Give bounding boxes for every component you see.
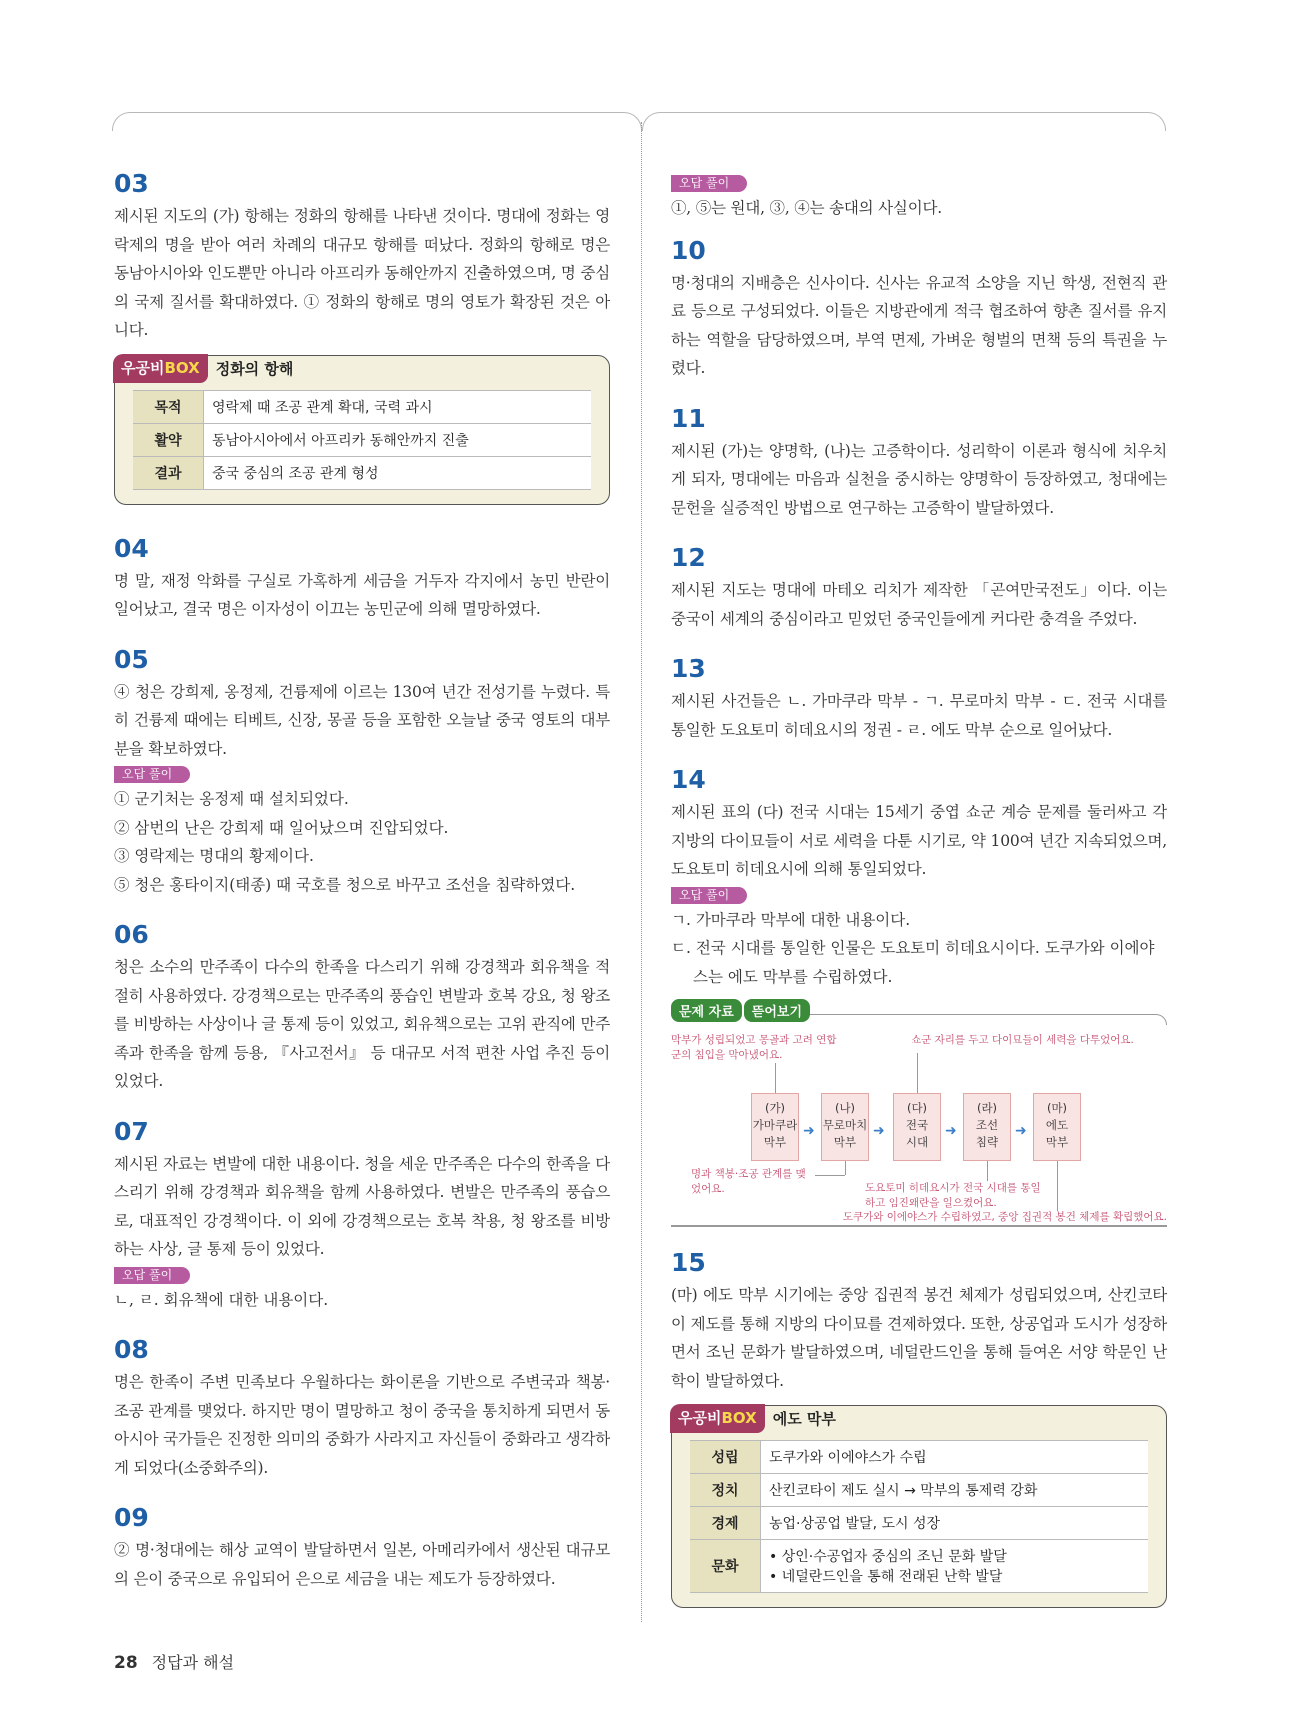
box-table [690,1440,1148,1593]
section-08 [114,1336,610,1482]
stage-key: (나) [834,1101,856,1115]
table-row [690,1441,1148,1474]
section-11 [671,405,1167,523]
column-divider [641,122,642,1622]
section-number: 03 [114,169,149,198]
row-value: 동남아시아에서 아프리카 동해안까지 진출 [204,423,592,456]
section-number: 12 [671,543,706,572]
connector-line [987,1161,988,1181]
stage-line1: 가마쿠라 [752,1118,798,1132]
panel-top-line [801,1014,1167,1025]
section-text: 명·청대의 지배층은 신사이다. 신사는 유교적 소양을 지닌 학생, 전현직 관료 등으로 구성되었다. 이들은 지방관에게 적극 협조하여 향촌 질서를 유지하는 역할을 담당하였으며, 부역 면제, 가벼운 형벌의 면책 등의 특권을 누렸다. [671,273,1167,377]
note-joseon-invasion: 도요토미 히데요시가 전국 시대를 통일하고 임진왜란을 일으켰어요. [865,1182,1041,1209]
wrong-answer-list [114,1286,610,1315]
stage-line1: 전국 [905,1118,929,1132]
row-header: 활약 [133,423,204,456]
section-04 [114,535,610,624]
timeline-diagram [671,1025,1167,1227]
section-07 [114,1118,610,1315]
section-number: 15 [671,1248,706,1277]
row-value: 농업·상공업 발달, 도시 성장 [761,1507,1149,1540]
arrow-right-icon: ➜ [945,1123,957,1139]
label-part-1: 문제 자료 [671,999,742,1022]
row-value-line: • 네덜란드인을 통해 전래된 난학 발달 [769,1569,1003,1585]
section-number: 07 [114,1116,149,1146]
stage-line1: 무로마치 [822,1118,868,1132]
section-12 [671,544,1167,633]
row-header: 목적 [133,390,204,423]
arrow-right-icon: ➜ [873,1123,885,1139]
stage-joseon-invasion [963,1093,1011,1161]
section-number: 05 [114,644,149,674]
row-header: 결과 [133,456,204,489]
wrong-answer-badge: 오답 풀이 [671,175,747,192]
section-text: 명 말, 재정 악화를 구실로 가혹하게 세금을 거두자 각지에서 농민 반란이 일어났고, 결국 명은 이자성이 이끄는 농민군에 의해 멸망하였다. [114,571,610,618]
connector-line [1057,1161,1058,1211]
section-05 [114,646,610,900]
wrong-answer-list [114,785,610,899]
wrong-answer-list [671,906,1167,992]
box-tag [113,354,208,383]
table-row [133,423,591,456]
note-sengoku: 쇼군 자리를 두고 다이묘들이 세력을 다투었어요. [911,1034,1134,1046]
section-text: 청은 소수의 만주족이 다수의 한족을 다스리기 위해 강경책과 회유책을 적절히 사용하였다. 강경책으로는 만주족의 풍습인 변발과 호복 강요, 청 왕조를 비방하는 사상이나 글 통제 등이 있었고, 회유책으로는 고위 관직에 만주족과 한족을 함께 등용, 『사고전서』 등 대규모 서적 편찬 사업 추진 등이 있었다. [114,958,610,1090]
stage-kamakura [751,1093,799,1161]
section-03 [114,170,610,505]
list-item: ㄱ. 가마쿠라 막부에 대한 내용이다. [671,910,911,929]
section-text: ④ 청은 강희제, 옹정제, 건륭제에 이르는 130여 년간 전성기를 누렸다. 특히 건륭제 때에는 티베트, 신장, 몽골 등을 포함한 오늘날 중국 영토의 대부분을 확보하였다. [114,682,610,758]
section-text: 명은 한족이 주변 민족보다 우월하다는 화이론을 기반으로 주변국과 책봉·조공 관계를 맺었다. 하지만 명이 멸망하고 청이 중국을 통치하게 되면서 동아시아 국가들은 진정한 의미의 중화가 사라지고 자신들이 중화라고 생각하게 되었다(소중화주의). [114,1373,610,1477]
connector-line [917,1053,918,1093]
box-tag-text: 우공비 [121,358,165,377]
connector-line [845,1161,846,1175]
section-number: 10 [671,235,706,265]
stage-line2: 막부 [833,1135,857,1149]
section-number: 13 [671,654,706,683]
section-number: 06 [114,920,149,949]
stage-sengoku [893,1093,941,1161]
section-number: 11 [671,403,706,433]
footer-label: 정답과 해설 [151,1653,235,1672]
row-value: 영락제 때 조공 관계 확대, 국력 과시 [204,390,592,423]
row-header: 경제 [690,1507,761,1540]
section-number: 08 [114,1335,149,1364]
table-row [690,1507,1148,1540]
section-text: 제시된 표의 (다) 전국 시대는 15세기 중엽 쇼군 계승 문제를 둘러싸고 각 지방의 다이묘들이 서로 세력을 다툰 시기로, 약 100여 년간 지속되었으며, 도요토미 히데요시에 의해 통일되었다. [671,803,1167,878]
list-item: ㄷ. 전국 시대를 통일한 인물은 도요토미 히데요시이다. 도쿠가와 이에야스는 에도 막부를 수립하였다. [671,939,1155,986]
table-row [133,456,591,489]
section-06 [114,921,610,1096]
box-tag-em: BOX [721,1409,757,1427]
page-footer [114,1650,234,1673]
stage-key: (가) [764,1101,786,1115]
box-table [133,390,591,490]
box-tag-text: 우공비 [678,1409,722,1427]
row-value [761,1540,1149,1593]
stage-key: (다) [906,1101,928,1115]
box-label [113,354,301,383]
list-item: ⑤ 청은 홍타이지(태종) 때 국호를 청으로 바꾸고 조선을 침략하였다. [114,875,576,894]
right-column [671,172,1167,1630]
connector-line [815,1175,845,1176]
table-row [690,1474,1148,1507]
section-number: 09 [114,1503,149,1532]
stage-line1: 에도 [1045,1118,1069,1132]
stage-key: (라) [976,1101,998,1115]
section-14 [671,766,1167,1227]
section-13 [671,655,1167,744]
right-column-frame [642,112,1166,131]
table-row [690,1540,1148,1593]
section-text: 제시된 지도는 명대에 마테오 리치가 제작한 「곤여만국전도」이다. 이는 중국이 세계의 중심이라고 믿었던 중국인들에게 커다란 충격을 주었다. [671,581,1167,628]
left-column [114,170,610,1615]
box-tag-em: BOX [164,358,200,377]
wrong-answer-badge: 오답 풀이 [114,766,190,783]
stage-key: (마) [1046,1101,1068,1115]
table-row [133,390,591,423]
row-header: 성립 [690,1441,761,1474]
stage-line2: 막부 [763,1135,787,1149]
label-part-2: 뜯어보기 [744,999,810,1022]
row-value: 산킨코타이 제도 실시 → 막부의 통제력 강화 [761,1474,1149,1507]
list-item: ① 군기처는 옹정제 때 설치되었다. [114,790,349,808]
note-kamakura: 막부가 성립되었고 몽골과 고려 연합군의 침입을 막아냈어요. [671,1034,837,1061]
row-value-line: • 상인·수공업자 중심의 조닌 문화 발달 [769,1549,1007,1565]
left-column-frame [112,112,642,131]
section-15 [671,1249,1167,1608]
section-text: ② 명·청대에는 해상 교역이 발달하면서 일본, 아메리카에서 생산된 대규모의 은이 중국으로 유입되어 은으로 세금을 내는 제도가 등장하였다. [114,1541,610,1588]
wrong-answer-badge: 오답 풀이 [114,1267,190,1284]
section-text: 제시된 사건들은 ㄴ. 가마쿠라 막부 - ㄱ. 무로마치 막부 - ㄷ. 전국 시대를 통일한 도요토미 히데요시의 정권 - ㄹ. 에도 막부 순으로 일어났다. [671,692,1167,739]
connector-line [775,1063,776,1093]
row-header: 문화 [690,1540,761,1593]
section-text: 제시된 (가)는 양명학, (나)는 고증학이다. 성리학이 이론과 형식에 치우치게 되자, 명대에는 마음과 실천을 중시하는 양명학이 등장하였고, 청대에는 문헌을 실증적인 방법으로 연구하는 고증학이 발달하였다. [671,441,1167,517]
box-title: 에도 막부 [772,1410,836,1428]
arrow-right-icon: ➜ [1015,1123,1027,1139]
stage-line2: 침략 [975,1135,999,1149]
source-analysis-panel [671,999,1167,1227]
arrow-right-icon: ➜ [803,1123,815,1139]
stage-line1: 조선 [975,1118,999,1132]
box-label [670,1404,844,1433]
stage-line2: 막부 [1045,1135,1069,1149]
section-10 [671,237,1167,383]
section-09-continued [671,172,1167,223]
note-muromachi: 명과 책봉·조공 관계를 맺었어요. [691,1168,806,1195]
row-header: 정치 [690,1474,761,1507]
section-number: 14 [671,765,706,794]
list-item: ② 삼번의 난은 강희제 때 일어났으며 진압되었다. [114,818,449,837]
info-box [114,355,610,505]
section-text: ①, ⑤는 원대, ③, ④는 송대의 사실이다. [671,199,942,217]
stage-edo [1033,1093,1081,1161]
row-value: 도쿠가와 이에야스가 수립 [761,1441,1149,1474]
section-text: 제시된 자료는 변발에 대한 내용이다. 청을 세운 만주족은 다수의 한족을 다스리기 위해 강경책과 회유책을 함께 사용하였다. 변발은 만주족의 풍습으로, 대표적인 강경책이다. 이 외에 강경책으로는 호복 착용, 청 왕조를 비방하는 사상, 글 통제 등이 있었다. [114,1154,610,1258]
box-title: 정화의 항해 [215,359,294,378]
stage-muromachi [821,1093,869,1161]
info-box [671,1405,1167,1608]
box-tag [670,1404,765,1433]
section-text: (마) 에도 막부 시기에는 중앙 집권적 봉건 체제가 성립되었으며, 산킨코타이 제도를 통해 지방의 다이묘를 견제하였다. 또한, 상공업과 도시가 성장하면서 조닌 문화가 발달하였으며, 네덜란드인을 통해 들여온 서양 학문인 난학이 발달하였다. [671,1286,1167,1390]
list-item: ㄴ, ㄹ. 회유책에 대한 내용이다. [114,1290,329,1309]
section-text: 제시된 지도의 (가) 항해는 정화의 항해를 나타낸 것이다. 명대에 정화는 영락제의 명을 받아 여러 차례의 대규모 항해를 떠났다. 정화의 항해로 명은 동남아시아와 인도뿐만 아니라 아프리카 동해안까지 진출하였으며, 명 중심의 국제 질서를 확대하였다. ① 정화의 항해로 명의 영토가 확장된 것은 아니다. [114,207,610,339]
section-09 [114,1504,610,1593]
stage-line2: 시대 [905,1135,929,1149]
wrong-answer-badge: 오답 풀이 [671,887,747,904]
section-number: 04 [114,533,149,563]
note-edo: 도쿠가와 이에야스가 수립하였고, 중앙 집권적 봉건 체제를 확립했어요. [842,1211,1167,1223]
list-item: ③ 영락제는 명대의 황제이다. [114,847,314,865]
row-value: 중국 중심의 조공 관계 형성 [204,456,592,489]
page-number: 28 [114,1653,138,1673]
